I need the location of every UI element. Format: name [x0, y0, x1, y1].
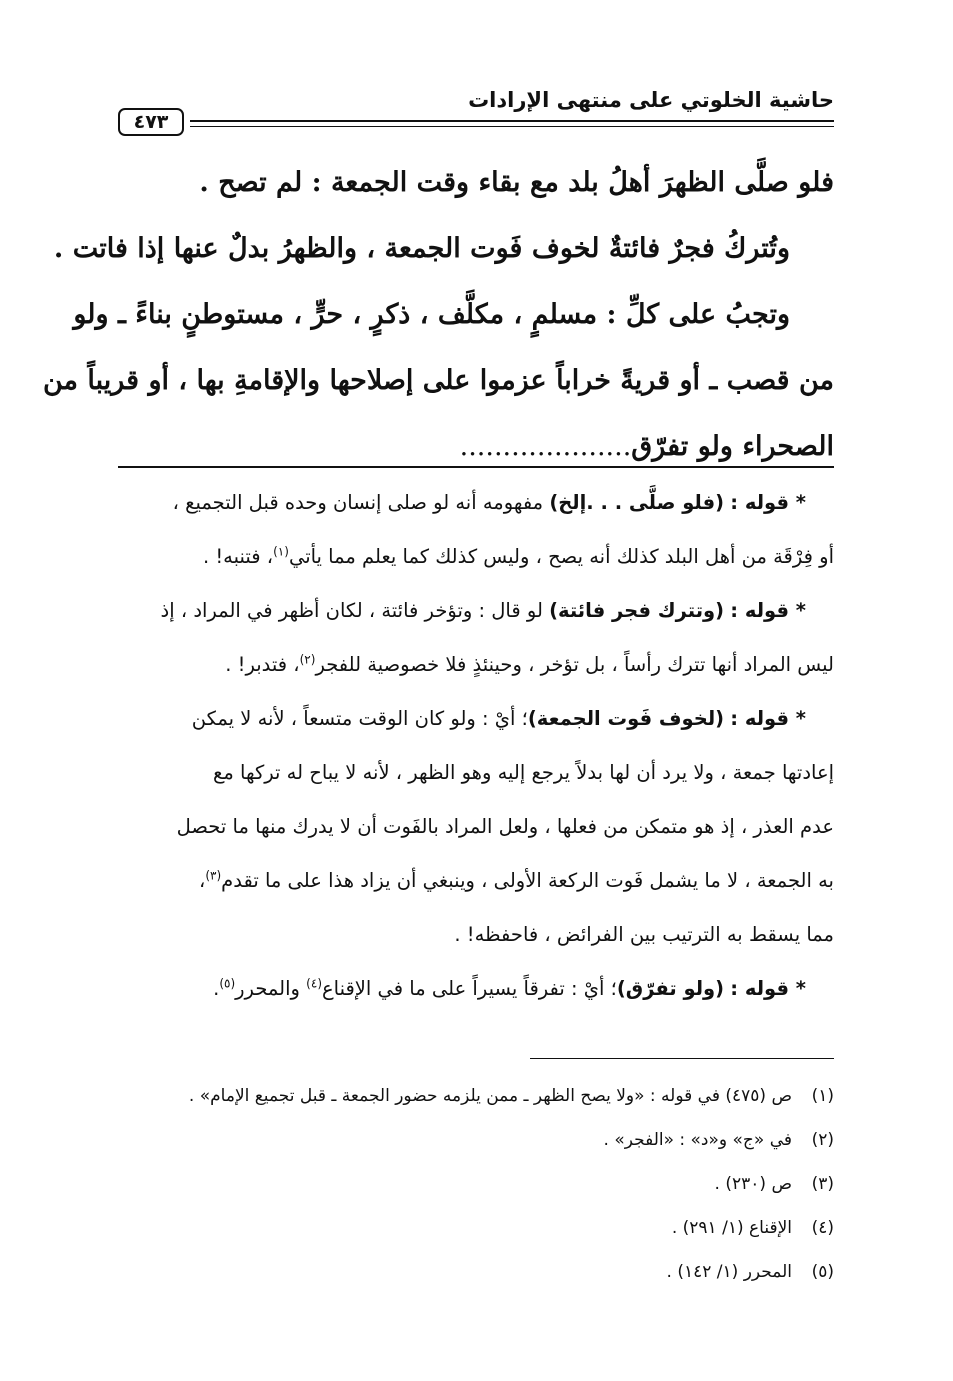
commentary-text: لو قال : وتؤخر فائتة ، لكان أظهر في المراد ، إذ — [160, 599, 543, 622]
footnote-number: (٤) — [811, 1218, 834, 1238]
footnote-ref: (٢) — [299, 652, 316, 667]
footnote-number: (١) — [811, 1086, 834, 1106]
main-line — [118, 414, 834, 480]
running-title: حاشية الخلوتي على منتهى الإرادات — [468, 88, 834, 112]
commentary-text: ؛ أيْ : تفرقاً يسيراً على ما في الإقناع — [322, 977, 617, 1000]
commentary — [118, 476, 834, 1016]
commentary-text: ؛ أيْ : ولو كان الوقت متسعاً ، لأنه لا يمكن — [191, 707, 528, 730]
footnote — [118, 1118, 834, 1162]
page-header — [118, 82, 834, 133]
commentary-line — [118, 584, 834, 638]
main-line: وتجبُ على كلِّ : مسلمٍ ، مكلَّف ، ذكرٍ ، حرٍّ ، مستوطنٍ بناءً ـ ولو — [73, 299, 790, 330]
footnote — [118, 1206, 834, 1250]
commentary-quote: (فلو صلَّى . . .إلخ) — [549, 491, 725, 514]
commentary-label: * قوله : — [730, 599, 806, 622]
footnote-ref: (٤) — [306, 976, 322, 991]
commentary-line: مما يسقط به الترتيب بين الفرائض ، فاحفظه! . — [454, 923, 834, 946]
commentary-text: ، — [199, 869, 206, 892]
commentary-line — [118, 530, 834, 584]
footnote — [118, 1250, 834, 1294]
footnote — [118, 1074, 834, 1118]
footnote-ref: (١) — [273, 544, 289, 559]
commentary-text: أو فِرْقَة من أهل البلد كذلك أنه يصح ، وليس كذلك كما يعلم مما يأتي — [288, 545, 834, 568]
dot-leader: .................... — [459, 431, 632, 462]
main-line: فلو صلَّى الظهرَ أهلُ بلد مع بقاء وقت الجمعة : لم تصح . — [199, 167, 834, 198]
commentary-text: ، فتنبه! . — [202, 545, 274, 568]
main-line: وتُتركُ فجرٌ فائتةٌ لخوف فَوت الجمعة ، والظهرُ بدلٌ عنها إذا فاتت . — [53, 233, 790, 264]
commentary-quote: (وتترك فجر فائتة) — [549, 599, 725, 622]
footnotes — [118, 1074, 834, 1294]
commentary-text: والمحرر — [235, 977, 300, 1000]
commentary-label: * قوله : — [730, 491, 806, 514]
footnote-divider — [530, 1058, 834, 1059]
footnote-number: (٢) — [811, 1130, 834, 1150]
commentary-text: مفهومه أنه لو صلى إنسان وحده قبل التجميع ، — [172, 491, 544, 514]
footnote-text: ص (٢٣٠) . — [714, 1174, 792, 1194]
footnote-number: (٣) — [811, 1174, 834, 1194]
commentary-label: * قوله : — [730, 707, 806, 730]
page-number: ٤٧٣ — [118, 108, 184, 136]
footnote-ref: (٣) — [205, 868, 222, 883]
commentary-line — [118, 854, 834, 908]
main-line: من قصب ـ أو قريةً خراباً عزموا على إصلاحها والإقامةِ بها ، أو قريباً من — [42, 365, 834, 396]
commentary-quote: (لخوف فَوت الجمعة) — [527, 707, 725, 730]
footnote-number: (٥) — [811, 1262, 834, 1282]
commentary-line — [118, 476, 834, 530]
footnote-ref: (٥) — [219, 976, 236, 991]
section-divider — [118, 466, 834, 468]
commentary-line — [118, 692, 834, 746]
footnote-text: ص (٤٧٥) في قوله : «ولا يصح الظهر ـ ممن يلزمه حضور الجمعة ـ قبل تجميع الإمام» . — [188, 1086, 792, 1106]
main-text — [42, 150, 834, 480]
commentary-text: ، فتدبر! . — [225, 653, 300, 676]
footnote-text: الإقناع (١/ ٢٩١) . — [671, 1218, 792, 1238]
footnote — [118, 1162, 834, 1206]
commentary-quote: (ولو تفرّق) — [616, 977, 725, 1000]
commentary-text: ليس المراد أنها تترك رأساً ، بل تؤخر ، وحينئذٍ فلا خصوصية للفجر — [315, 653, 834, 676]
commentary-line: إعادتها جمعة ، ولا يرد أن لها بدلاً يرجع إليه وهو الظهر ، لأنه لا يباح له تركها مع — [213, 761, 834, 784]
header-rule-thin — [190, 126, 834, 127]
footnote-text: في «ج» و«د» : «الفجر» . — [603, 1130, 792, 1150]
main-line-text: الصحراء ولو تفرّق — [631, 431, 834, 462]
commentary-line: عدم العذر ، إذ هو متمكن من فعلها ، ولعل المراد بالفَوت أن لا يدرك منها ما تحصل — [176, 815, 834, 838]
commentary-text: به الجمعة ، لا ما يشمل فَوت الركعة الأولى ، وينبغي أن يزاد هذا على ما تقدم — [221, 869, 834, 892]
commentary-text: . — [213, 977, 220, 1000]
commentary-line — [118, 638, 834, 692]
commentary-label: * قوله : — [730, 977, 806, 1000]
header-rule — [190, 120, 834, 122]
footnote-text: المحرر (١/ ١٤٢) . — [666, 1262, 792, 1282]
commentary-line — [118, 962, 834, 1016]
